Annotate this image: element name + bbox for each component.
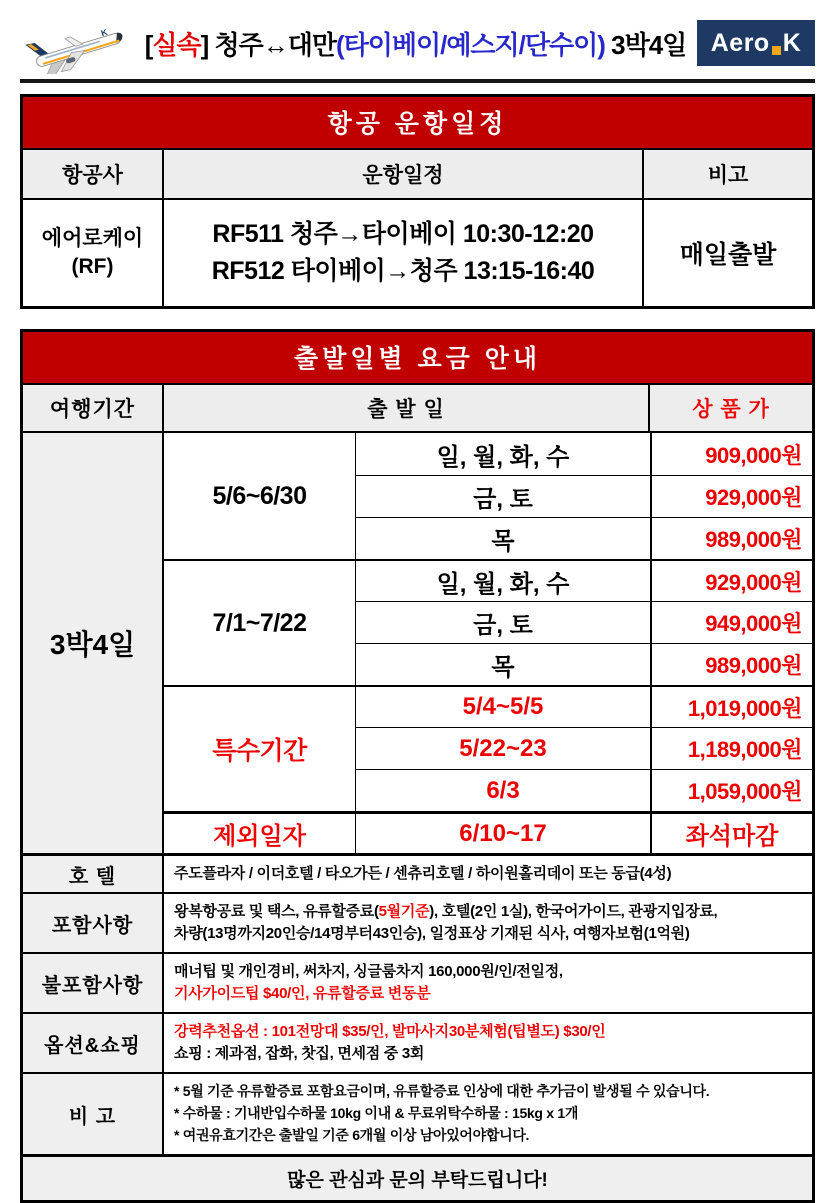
not-included-line-2: 기사가이드팁 $40/인, 유류할증료 변동분	[174, 985, 431, 1002]
included-content	[164, 894, 812, 952]
excluded-label: 제외일자	[164, 811, 356, 853]
note-line: * 수하물 : 기내반입수하물 10kg 이내 & 무료위탁수하물 : 15kg x 1개	[174, 1105, 579, 1122]
period-cell: 5/6~6/30	[164, 433, 356, 559]
period-cell-special: 특수기간	[164, 685, 356, 811]
hotel-content	[164, 856, 812, 892]
header-divider	[20, 79, 815, 83]
logo-text-k: K	[782, 28, 802, 57]
price-cell: 929,000원	[652, 559, 812, 601]
notes-content	[164, 1074, 812, 1154]
flight-table-row	[23, 200, 812, 306]
days-cell: 일, 월, 화, 수	[356, 433, 652, 475]
price-cell: 989,000원	[652, 643, 812, 685]
title-destinations: (타이베이/예스지/단수이)	[335, 29, 605, 60]
price-cell: 1,189,000원	[652, 727, 812, 769]
airplane-icon	[20, 12, 134, 74]
days-cell: 5/4~5/5	[356, 685, 652, 727]
hotel-label: 호 텔	[23, 856, 164, 892]
included-text: ), 호텔(2인 1실), 한국어가이드, 관광지입장료,	[429, 902, 718, 920]
airline-code: (RF)	[71, 255, 114, 278]
logo-orange-square-icon	[772, 46, 781, 55]
svg-text:K: K	[99, 26, 109, 39]
not-included-line-1: 매너팁 및 개인경비, 써차지, 싱글룸차지 160,000원/인/전일정,	[174, 962, 563, 980]
price-cell: 989,000원	[652, 517, 812, 559]
flight-table-title: 항공 운항일정	[23, 97, 812, 150]
notes-row	[23, 1072, 812, 1154]
days-cell: 목	[356, 517, 652, 559]
col-header-schedule: 운항일정	[164, 150, 644, 198]
airline-cell	[23, 200, 164, 306]
col-header-period: 여행기간	[23, 385, 164, 431]
title-duration: 3박4일	[604, 29, 687, 60]
hotel-list: 주도플라자 / 이더호텔 / 타오가든 / 센츄리호텔 / 하이원홀리데이 또는 동급(4성)	[174, 864, 672, 882]
price-cell: 1,019,000원	[652, 685, 812, 727]
hotel-row	[23, 853, 812, 892]
price-cell: 949,000원	[652, 601, 812, 643]
price-table	[20, 329, 815, 1203]
col-header-price: 상 품 가	[692, 398, 770, 421]
excluded-dates: 6/10~17	[356, 811, 652, 853]
days-cell: 목	[356, 643, 652, 685]
options-shopping-content	[164, 1014, 812, 1072]
days-cell: 금, 토	[356, 601, 652, 643]
price-table-title: 출발일별 요금 안내	[23, 332, 812, 385]
not-included-label: 불포함사항	[23, 954, 164, 1012]
aerok-logo	[697, 20, 815, 66]
price-table-header	[23, 385, 812, 433]
schedule-cell	[164, 200, 644, 306]
included-label: 포함사항	[23, 894, 164, 952]
shopping-line: 쇼핑 : 제과점, 잡화, 찻집, 면세점 중 3회	[174, 1045, 425, 1062]
col-header-airline: 항공사	[23, 150, 164, 198]
col-header-departure: 출 발 일	[164, 385, 650, 431]
duration-cell: 3박4일	[23, 433, 164, 853]
days-cell: 6/3	[356, 769, 652, 811]
days-cell: 5/22~23	[356, 727, 652, 769]
period-cell: 7/1~7/22	[164, 559, 356, 685]
title-bracket-open: [	[144, 29, 153, 60]
price-table-body	[23, 433, 812, 853]
note-line: * 5월 기준 유류할증료 포함요금이며, 유류할증료 인상에 대한 추가금이 발생될 수 있습니다.	[174, 1083, 710, 1100]
notes-label: 비 고	[23, 1074, 164, 1154]
included-text: 왕복항공료 및 택스, 유류할증료(	[174, 902, 379, 920]
days-cell: 일, 월, 화, 수	[356, 559, 652, 601]
note-line: * 여권유효기간은 출발일 기준 6개월 이상 남아있어야합니다.	[174, 1126, 530, 1143]
price-cell: 1,059,000원	[652, 769, 812, 811]
excluded-status: 좌석마감	[652, 811, 812, 853]
col-header-note: 비고	[707, 164, 749, 187]
title-highlight: 실속	[152, 29, 201, 60]
logo-text-aero: Aero	[710, 28, 770, 57]
airplane-image	[20, 12, 134, 74]
days-cell: 금, 토	[356, 475, 652, 517]
flight-schedule-table	[20, 94, 815, 309]
note-cell: 매일출발	[679, 241, 777, 269]
included-fuel-note: 5월기준	[378, 902, 430, 920]
outbound-flight: RF511 청주→타이베이 10:30-12:20	[212, 219, 594, 248]
title-route: ] 청주↔대만	[200, 29, 336, 60]
not-included-row	[23, 952, 812, 1012]
price-cell: 909,000원	[705, 442, 802, 468]
options-shopping-row	[23, 1012, 812, 1072]
included-line-1	[174, 901, 802, 924]
included-line-2: 차량(13명까지20인승/14명부터43인승), 일정표상 기재된 식사, 여행자보험(1억원)	[174, 925, 690, 942]
price-cell: 929,000원	[652, 475, 812, 517]
inbound-flight: RF512 타이베이→청주 13:15-16:40	[211, 257, 595, 285]
options-line: 강력추천옵션 : 101전망대 $35/인, 발마사지30분체험(팁별도) $30/인	[174, 1022, 606, 1040]
not-included-content	[164, 954, 812, 1012]
options-shopping-label: 옵션&쇼핑	[23, 1014, 164, 1072]
flight-table-header	[23, 150, 812, 200]
footer-message: 많은 관심과 문의 부탁드립니다!	[23, 1154, 812, 1200]
header	[20, 12, 815, 74]
included-row	[23, 892, 812, 952]
page-title	[134, 25, 697, 62]
airline-name: 에어로케이	[41, 226, 144, 250]
